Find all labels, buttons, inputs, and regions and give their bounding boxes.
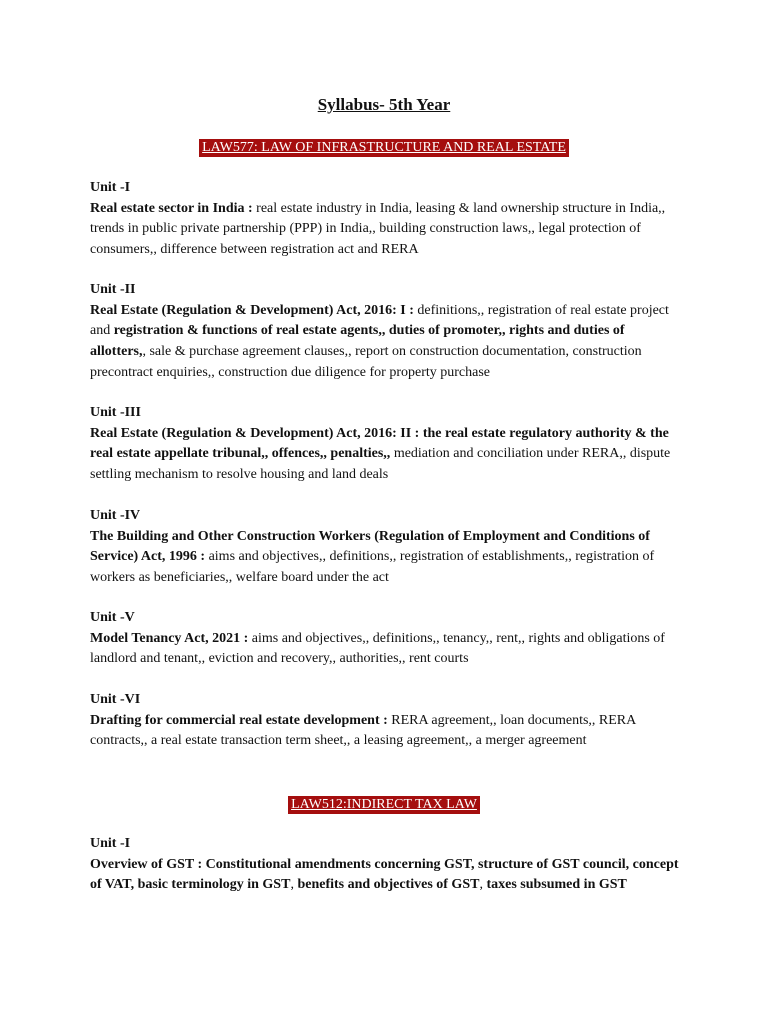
unit-topic-bold: registration & functions of real estate agents,, duties of promoter,, rights and duties of allotters, [90,323,625,360]
unit-topic-text: mediation and conciliation under RERA,, dispute settling mechanism to resolve housing and land deals [90,446,671,483]
course-heading-law577 [0,137,768,157]
unit-topic-text: aims and objectives,, definitions,, registration of establishments,, registration of workers as beneficiaries,, welfare board under the act [90,549,655,586]
unit-topic-text: real estate industry in India, leasing & land ownership structure in India,, trends in public private partnership (PPP) in India,, building construction laws,, legal protection of consumers,, difference between registration act and RERA [90,200,666,258]
unit-description [90,527,680,589]
course-heading-label: LAW577: LAW OF INFRASTRUCTURE AND REAL ESTATE [199,139,569,157]
unit-label: Unit -VI [90,692,141,707]
unit-topic-bold: benefits and objectives of GST [297,877,480,893]
unit-topic-text: , [479,877,487,893]
unit-topic-text: , [290,877,298,893]
unit-block [90,280,680,384]
unit-description [90,711,680,752]
unit-description [90,629,680,670]
unit-topic-bold: Real Estate (Regulation & Development) Act, 2016: I : [90,302,418,318]
unit-description [90,301,680,384]
unit-block [90,403,680,486]
page-title: Syllabus- 5th Year [317,95,451,114]
unit-topic-bold: Real Estate (Regulation & Development) Act, 2016: II : the real estate regulatory authority & the real estate appellate tribunal,, offences,, penalties,, [90,425,669,462]
unit-description [90,424,680,486]
unit-block [90,608,680,670]
unit-topic-bold: taxes subsumed in GST [486,877,627,893]
course-heading-law512 [0,794,768,814]
unit-topic-text: definitions,, registration of real estate project and [90,302,669,339]
unit-block [90,690,680,752]
unit-topic-text: RERA agreement,, loan documents,, RERA contracts,, a real estate transaction term sheet,, a leasing agreement,, a merger agreement [90,712,636,749]
unit-topic-bold: Drafting for commercial real estate development : [90,712,392,728]
unit-label: Unit -I [90,836,131,851]
unit-topic-bold: Overview of GST : Constitutional amendments concerning GST, structure of GST council, concept of VAT, basic terminology in GST [90,856,679,893]
unit-label: Unit -III [90,405,141,420]
unit-label: Unit -II [90,282,136,297]
unit-block [90,506,680,589]
unit-description [90,855,680,896]
unit-topic-bold: Real estate sector in India : [90,200,257,216]
unit-topic-text: , sale & purchase agreement clauses,, report on construction documentation, construction precontract enquiries,, construction due diligence for property purchase [90,344,642,380]
unit-topic-bold: Model Tenancy Act, 2021 : [90,630,252,646]
course-heading-label: LAW512:INDIRECT TAX LAW [288,796,480,814]
unit-description [90,199,680,261]
unit-topic-text: aims and objectives,, definitions,, tenancy,, rent,, rights and obligations of landlord and tenant,, eviction and recovery,, authorities,, rent courts [90,630,665,667]
unit-label: Unit -IV [90,508,141,523]
unit-label: Unit -V [90,610,135,625]
unit-label: Unit -I [90,180,131,195]
unit-block [90,834,680,896]
unit-topic-bold: The Building and Other Construction Workers (Regulation of Employment and Conditions of Service) Act, 1996 : [90,528,650,565]
unit-block [90,178,680,261]
